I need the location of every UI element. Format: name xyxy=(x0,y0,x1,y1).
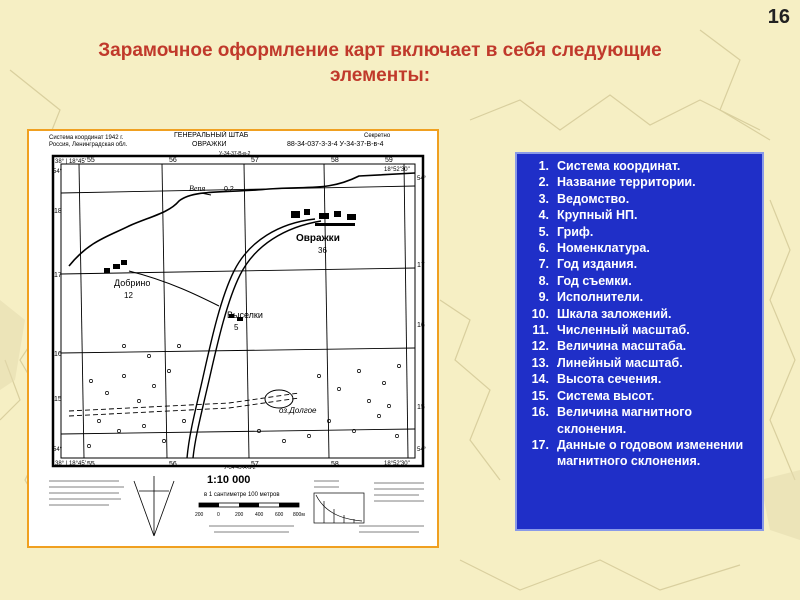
list-item xyxy=(517,289,756,305)
place-ovrazhki-count: 36 xyxy=(318,246,327,255)
list-item xyxy=(517,273,756,289)
list-item-text: Номенклатура. xyxy=(557,241,650,256)
place-lake: оз.Долгое xyxy=(279,406,317,415)
list-item xyxy=(517,371,756,387)
list-item-text: Шкала заложений. xyxy=(557,306,672,321)
corner-top-left-lon: 54° xyxy=(53,169,63,175)
map-nomenclature: 88-34-037-3-3-4 У-34-37-В-в-4 xyxy=(287,141,384,148)
list-item xyxy=(517,355,756,371)
list-item-text: Ведомство. xyxy=(557,191,630,206)
list-item-text: Название территории. xyxy=(557,175,696,190)
list-item xyxy=(517,388,756,404)
grid-label-top: 57 xyxy=(251,157,259,164)
list-item xyxy=(517,338,756,354)
corner-bottom-left-lon: 54° xyxy=(53,447,63,453)
slide-title-line-1: Зарамочное оформление карт включает в себя следующие xyxy=(98,40,662,61)
grid-label-left: 17 xyxy=(54,272,62,279)
list-item-number: 12. xyxy=(531,339,549,354)
grid-label-right: 16 xyxy=(417,322,425,329)
list-item-text: Год съемки. xyxy=(557,273,632,288)
corner-bottom-right-lon: 54° xyxy=(417,447,427,453)
list-item-text: Численный масштаб. xyxy=(557,323,690,338)
slide-title-line-2: элементы: xyxy=(329,65,431,86)
list-item xyxy=(517,158,756,174)
list-item-text: Система высот. xyxy=(557,388,655,403)
slide-title xyxy=(30,38,730,88)
river-depth: 0,2 xyxy=(224,186,234,193)
grid-label-top: 58 xyxy=(331,157,339,164)
place-ovrazhki: Овражки xyxy=(296,233,340,244)
list-item xyxy=(517,207,756,223)
grid-label-left: 15 xyxy=(54,396,62,403)
list-item-text: Линейный масштаб. xyxy=(557,355,683,370)
scale-tick: 200 xyxy=(235,512,244,518)
list-item-text: Система координат. xyxy=(557,159,681,173)
place-viselki-count: 5 xyxy=(234,323,239,332)
grid-label-bottom: 56 xyxy=(169,461,177,468)
declination-diagram xyxy=(134,476,174,536)
place-dobrino: Добрино xyxy=(114,278,151,288)
list-item xyxy=(517,191,756,207)
list-item-text: Исполнители. xyxy=(557,290,644,305)
list-item-number: 16. xyxy=(531,405,549,420)
corner-top-right-lon: 54° xyxy=(417,176,427,182)
list-item xyxy=(517,256,756,272)
list-item-number: 11. xyxy=(532,323,549,338)
elements-list-panel xyxy=(515,152,764,531)
river-label: Вепя xyxy=(189,184,206,193)
page-number: 16 xyxy=(767,6,790,28)
list-item-number: 2. xyxy=(538,175,549,190)
list-item xyxy=(517,437,756,470)
linear-scale xyxy=(199,503,299,507)
scale-tick: 200 xyxy=(195,512,204,518)
list-item-text: Год издания. xyxy=(557,257,638,272)
map-sheet-code: У-34-37-В-в-2 xyxy=(219,151,251,157)
list-item-number: 5. xyxy=(538,224,549,239)
map-sheet-code-bottom: У-34-49-А-а-2 xyxy=(224,465,256,471)
grid-label-top: 59 xyxy=(385,157,393,164)
forest-symbols xyxy=(87,344,400,447)
slope-scale xyxy=(314,493,364,523)
corner-top-right: 18°52'30" xyxy=(384,167,410,173)
topographic-map xyxy=(27,129,439,548)
scale-tick: 800м xyxy=(293,512,305,518)
list-item-number: 15. xyxy=(531,388,549,403)
list-item-text: Крупный НП. xyxy=(557,208,638,223)
list-item xyxy=(517,404,756,437)
map-region: Россия, Ленинградская обл. xyxy=(49,142,128,148)
list-item-number: 3. xyxy=(538,191,549,206)
list-item-text: Высота сечения. xyxy=(557,372,662,387)
list-item-text: Данные о годовом изменении магнитного склонения. xyxy=(557,437,744,469)
scale-tick: 400 xyxy=(255,512,264,518)
numeric-scale: 1:10 000 xyxy=(207,474,251,486)
grid-label-left: 18 xyxy=(54,208,62,215)
corner-bottom-left: 38° | 18°45' xyxy=(55,461,86,467)
grid-label-bottom: 55 xyxy=(87,461,95,468)
list-item xyxy=(517,322,756,338)
list-item-text: Гриф. xyxy=(557,224,594,239)
list-item xyxy=(517,240,756,256)
list-item xyxy=(517,174,756,190)
list-item-text: Величина магнитного склонения. xyxy=(557,405,692,436)
grid-label-left: 16 xyxy=(54,351,62,358)
corner-top-left: 38° | 18°45' xyxy=(55,159,86,165)
list-item-number: 17. xyxy=(531,437,549,452)
list-item-number: 9. xyxy=(538,290,549,305)
list-item-number: 10. xyxy=(531,306,549,321)
grid-label-bottom: 57 xyxy=(251,461,259,468)
list-item-number: 1. xyxy=(538,159,549,173)
map-sheet-name: ОВРАЖКИ xyxy=(192,141,227,148)
scale-text: в 1 сантиметре 100 метров xyxy=(204,492,280,498)
corner-bottom-right: 18°52'30" xyxy=(384,461,410,467)
grid-label-top: 56 xyxy=(169,157,177,164)
grid-label-bottom: 58 xyxy=(331,461,339,468)
map-coordinate-system: Система координат 1942 г. xyxy=(49,135,124,141)
list-item-number: 14. xyxy=(531,372,549,387)
map-secret: Секретно xyxy=(364,133,391,139)
list-item-number: 4. xyxy=(538,208,549,223)
place-viselki: Выселки xyxy=(227,310,263,320)
elements-list xyxy=(517,158,756,470)
list-item-number: 6. xyxy=(538,241,549,256)
list-item xyxy=(517,224,756,240)
scale-tick: 600 xyxy=(275,512,284,518)
map-drawing xyxy=(29,131,437,546)
grid-label-top: 55 xyxy=(87,157,95,164)
map-agency: ГЕНЕРАЛЬНЫЙ ШТАБ xyxy=(174,132,249,139)
list-item-number: 7. xyxy=(538,257,549,272)
grid-label-right: 17 xyxy=(417,262,425,269)
list-item-number: 13. xyxy=(531,355,549,370)
grid-label-right: 15 xyxy=(417,404,425,411)
list-item xyxy=(517,306,756,322)
list-item-text: Величина масштаба. xyxy=(557,339,687,354)
scale-tick: 0 xyxy=(217,512,220,518)
list-item-number: 8. xyxy=(538,273,549,288)
place-dobrino-count: 12 xyxy=(124,291,133,300)
